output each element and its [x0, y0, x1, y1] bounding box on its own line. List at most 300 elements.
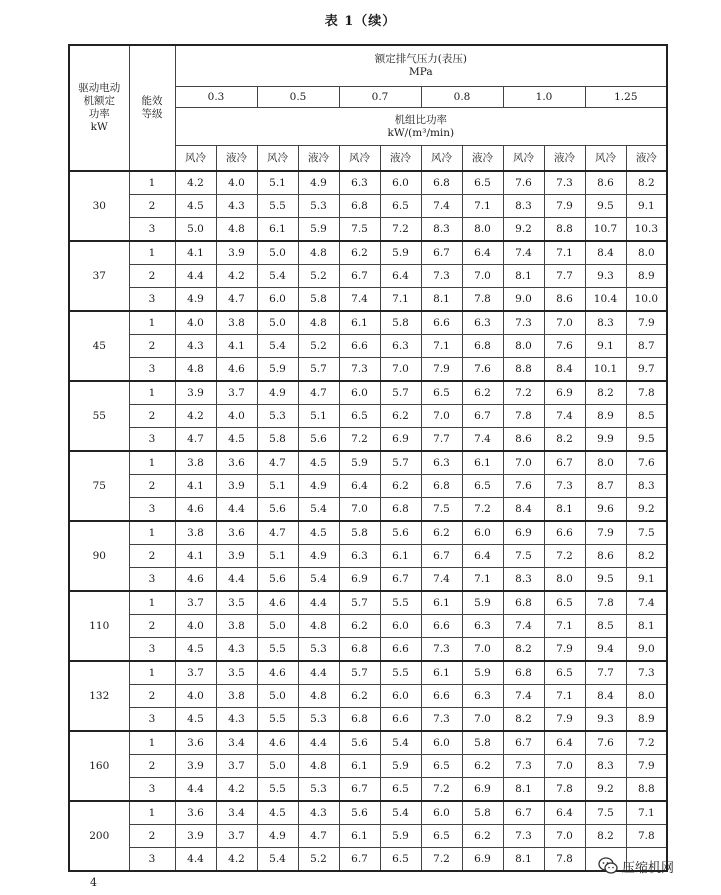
pressure-cell: 0.8 — [421, 87, 503, 108]
value-cell: 4.4 — [175, 265, 216, 288]
value-cell: 5.5 — [257, 778, 298, 802]
value-cell: 5.4 — [380, 731, 421, 755]
value-cell: 6.7 — [380, 568, 421, 592]
value-cell: 7.3 — [421, 265, 462, 288]
value-cell: 5.3 — [298, 638, 339, 662]
value-cell: 7.5 — [585, 801, 626, 825]
value-cell: 4.8 — [298, 311, 339, 335]
value-cell: 7.4 — [503, 241, 544, 265]
value-cell: 5.8 — [257, 428, 298, 452]
value-cell: 4.9 — [298, 545, 339, 568]
value-cell: 3.7 — [216, 825, 257, 848]
table-row — [69, 685, 667, 708]
value-cell: 3.6 — [216, 451, 257, 475]
level-header: 能效 等级 — [129, 45, 175, 171]
cooling-type-cell: 风冷 — [339, 146, 380, 172]
value-cell: 7.4 — [626, 591, 667, 615]
value-cell: 7.8 — [503, 405, 544, 428]
value-cell: 4.7 — [257, 451, 298, 475]
value-cell: 6.6 — [339, 335, 380, 358]
value-cell: 7.3 — [626, 661, 667, 685]
value-cell: 5.4 — [298, 568, 339, 592]
value-cell: 6.1 — [462, 451, 503, 475]
value-cell: 8.1 — [503, 848, 544, 872]
value-cell: 6.1 — [421, 591, 462, 615]
value-cell: 3.5 — [216, 591, 257, 615]
power-cell: 160 — [69, 731, 129, 801]
value-cell: 8.8 — [503, 358, 544, 382]
value-cell: 5.1 — [298, 405, 339, 428]
specific-power-table — [68, 44, 668, 872]
table-row — [69, 265, 667, 288]
table-row — [69, 288, 667, 312]
value-cell: 4.1 — [175, 475, 216, 498]
value-cell: 3.7 — [175, 661, 216, 685]
value-cell: 6.0 — [380, 171, 421, 195]
table-row — [69, 755, 667, 778]
value-cell: 7.1 — [626, 801, 667, 825]
value-cell: 9.0 — [503, 288, 544, 312]
value-cell: 7.0 — [462, 708, 503, 732]
value-cell: 9.7 — [626, 358, 667, 382]
value-cell: 6.5 — [421, 825, 462, 848]
value-cell: 8.3 — [503, 568, 544, 592]
value-cell: 7.5 — [503, 545, 544, 568]
value-cell: 5.6 — [380, 521, 421, 545]
power-cell: 110 — [69, 591, 129, 661]
value-cell: 4.2 — [216, 778, 257, 802]
value-cell: 5.6 — [257, 498, 298, 522]
value-cell: 5.1 — [257, 545, 298, 568]
table-row — [69, 358, 667, 382]
power-cell: 90 — [69, 521, 129, 591]
value-cell: 5.0 — [257, 685, 298, 708]
level-cell: 2 — [129, 195, 175, 218]
value-cell: 9.1 — [585, 335, 626, 358]
value-cell: 7.6 — [585, 731, 626, 755]
value-cell: 9.2 — [626, 498, 667, 522]
value-cell: 8.6 — [503, 428, 544, 452]
value-cell: 5.6 — [257, 568, 298, 592]
value-cell: 8.3 — [503, 195, 544, 218]
value-cell: 8.0 — [585, 451, 626, 475]
value-cell: 6.7 — [462, 405, 503, 428]
cooling-type-cell: 液冷 — [298, 146, 339, 172]
value-cell: 10.7 — [585, 218, 626, 242]
value-cell: 5.8 — [462, 731, 503, 755]
level-cell: 2 — [129, 615, 175, 638]
value-cell: 7.1 — [544, 685, 585, 708]
value-cell: 5.2 — [298, 848, 339, 872]
value-cell: 7.4 — [339, 288, 380, 312]
table-row — [69, 521, 667, 545]
value-cell: 5.0 — [257, 241, 298, 265]
value-cell: 5.1 — [257, 171, 298, 195]
value-cell: 4.5 — [216, 428, 257, 452]
table-row — [69, 731, 667, 755]
value-cell: 7.9 — [544, 638, 585, 662]
value-cell: 6.4 — [462, 545, 503, 568]
power-cell: 55 — [69, 381, 129, 451]
value-cell: 6.1 — [257, 218, 298, 242]
value-cell: 8.0 — [503, 335, 544, 358]
pressure-cell: 1.0 — [503, 87, 585, 108]
value-cell: 7.3 — [421, 708, 462, 732]
level-cell: 1 — [129, 171, 175, 195]
value-cell: 6.2 — [339, 241, 380, 265]
value-cell: 5.9 — [380, 755, 421, 778]
value-cell: 9.1 — [626, 195, 667, 218]
level-cell: 3 — [129, 288, 175, 312]
value-cell: 7.8 — [626, 825, 667, 848]
specific-power-header: 机组比功率 kW/(m³/min) — [175, 108, 667, 146]
value-cell: 7.1 — [421, 335, 462, 358]
value-cell: 6.5 — [421, 755, 462, 778]
value-cell: 3.9 — [175, 825, 216, 848]
value-cell: 10.0 — [626, 288, 667, 312]
value-cell: 10.4 — [585, 288, 626, 312]
value-cell: 3.8 — [216, 615, 257, 638]
value-cell: 8.2 — [626, 545, 667, 568]
value-cell: 4.0 — [216, 405, 257, 428]
value-cell: 8.5 — [585, 615, 626, 638]
cooling-type-cell: 风冷 — [585, 146, 626, 172]
value-cell: 5.9 — [462, 591, 503, 615]
value-cell: 5.8 — [462, 801, 503, 825]
value-cell: 6.9 — [503, 521, 544, 545]
value-cell: 7.8 — [585, 591, 626, 615]
value-cell: 8.4 — [544, 358, 585, 382]
value-cell: 6.0 — [421, 801, 462, 825]
value-cell: 7.9 — [421, 358, 462, 382]
value-cell: 6.9 — [462, 778, 503, 802]
value-cell: 9.0 — [626, 638, 667, 662]
value-cell: 3.4 — [216, 801, 257, 825]
value-cell: 6.6 — [421, 615, 462, 638]
value-cell: 10.3 — [626, 218, 667, 242]
value-cell: 5.5 — [380, 591, 421, 615]
value-cell: 4.1 — [175, 545, 216, 568]
table-row — [69, 171, 667, 195]
value-cell: 6.8 — [503, 661, 544, 685]
table-row — [69, 428, 667, 452]
cooling-type-cell: 液冷 — [216, 146, 257, 172]
power-cell: 30 — [69, 171, 129, 241]
level-cell: 3 — [129, 428, 175, 452]
value-cell: 7.8 — [544, 778, 585, 802]
value-cell: 7.6 — [503, 475, 544, 498]
value-cell: 8.8 — [544, 218, 585, 242]
value-cell: 7.6 — [544, 335, 585, 358]
value-cell: 5.7 — [380, 381, 421, 405]
value-cell: 6.3 — [380, 335, 421, 358]
table-row — [69, 638, 667, 662]
level-cell: 1 — [129, 451, 175, 475]
value-cell: 5.4 — [380, 801, 421, 825]
value-cell: 4.8 — [298, 685, 339, 708]
level-cell: 3 — [129, 358, 175, 382]
value-cell: 4.5 — [257, 801, 298, 825]
value-cell: 4.5 — [175, 638, 216, 662]
level-cell: 2 — [129, 685, 175, 708]
level-cell: 3 — [129, 638, 175, 662]
value-cell: 4.7 — [175, 428, 216, 452]
value-cell: 8.9 — [585, 405, 626, 428]
cooling-type-cell: 液冷 — [380, 146, 421, 172]
value-cell: 6.5 — [462, 171, 503, 195]
value-cell: 6.5 — [544, 591, 585, 615]
value-cell: 8.0 — [626, 685, 667, 708]
value-cell: 6.3 — [421, 451, 462, 475]
value-cell: 8.1 — [626, 615, 667, 638]
level-cell: 3 — [129, 498, 175, 522]
value-cell: 4.7 — [298, 381, 339, 405]
value-cell: 4.4 — [298, 731, 339, 755]
value-cell: 4.2 — [175, 171, 216, 195]
level-cell: 3 — [129, 708, 175, 732]
value-cell: 5.8 — [298, 288, 339, 312]
power-cell: 132 — [69, 661, 129, 731]
level-cell: 1 — [129, 381, 175, 405]
value-cell: 4.2 — [175, 405, 216, 428]
value-cell: 8.4 — [585, 241, 626, 265]
table-row — [69, 475, 667, 498]
value-cell: 9.1 — [626, 568, 667, 592]
level-cell: 1 — [129, 591, 175, 615]
value-cell: 4.8 — [298, 615, 339, 638]
table-row — [69, 708, 667, 732]
value-cell: 5.6 — [339, 801, 380, 825]
value-cell: 6.7 — [339, 778, 380, 802]
value-cell: 8.3 — [585, 311, 626, 335]
value-cell: 7.4 — [544, 405, 585, 428]
value-cell: 3.6 — [175, 731, 216, 755]
value-cell: 5.9 — [380, 241, 421, 265]
value-cell: 5.3 — [298, 778, 339, 802]
value-cell: 6.4 — [339, 475, 380, 498]
power-cell: 75 — [69, 451, 129, 521]
value-cell: 6.2 — [339, 685, 380, 708]
value-cell: 7.0 — [544, 311, 585, 335]
value-cell: 5.8 — [380, 311, 421, 335]
level-cell: 1 — [129, 731, 175, 755]
value-cell: 4.0 — [175, 615, 216, 638]
pressure-cell: 0.5 — [257, 87, 339, 108]
value-cell: 6.4 — [544, 801, 585, 825]
value-cell: 7.0 — [544, 755, 585, 778]
table-row — [69, 381, 667, 405]
table-row — [69, 825, 667, 848]
value-cell: 8.2 — [626, 171, 667, 195]
value-cell: 4.2 — [216, 848, 257, 872]
value-cell: 6.6 — [544, 521, 585, 545]
value-cell: 5.6 — [339, 731, 380, 755]
power-header: 驱动电动 机额定 功率 kW — [69, 45, 129, 171]
value-cell: 6.8 — [339, 638, 380, 662]
value-cell: 3.4 — [216, 731, 257, 755]
value-cell: 4.5 — [298, 451, 339, 475]
value-cell: 8.7 — [626, 335, 667, 358]
value-cell: 7.4 — [462, 428, 503, 452]
value-cell: 7.8 — [544, 848, 585, 872]
value-cell: 4.1 — [175, 241, 216, 265]
value-cell: 6.4 — [380, 265, 421, 288]
value-cell: 4.8 — [298, 241, 339, 265]
value-cell: 4.4 — [298, 661, 339, 685]
value-cell: 7.5 — [339, 218, 380, 242]
value-cell: 6.3 — [462, 615, 503, 638]
value-cell: 7.2 — [421, 778, 462, 802]
value-cell: 4.5 — [298, 521, 339, 545]
value-cell: 4.9 — [257, 381, 298, 405]
value-cell: 8.6 — [585, 171, 626, 195]
value-cell: 3.7 — [175, 591, 216, 615]
pressure-header: 额定排气压力(表压) MPa — [175, 45, 667, 87]
pressure-cell: 1.25 — [585, 87, 667, 108]
table-row — [69, 615, 667, 638]
value-cell: 6.1 — [421, 661, 462, 685]
value-cell: 8.1 — [544, 498, 585, 522]
value-cell: 8.9 — [626, 708, 667, 732]
value-cell: 7.0 — [380, 358, 421, 382]
value-cell: 6.9 — [544, 381, 585, 405]
value-cell: 8.1 — [503, 778, 544, 802]
value-cell: 7.4 — [421, 195, 462, 218]
value-cell: 7.7 — [585, 661, 626, 685]
value-cell: 4.5 — [175, 708, 216, 732]
value-cell: 6.8 — [339, 708, 380, 732]
level-cell: 1 — [129, 311, 175, 335]
value-cell: 6.9 — [462, 848, 503, 872]
value-cell: 5.4 — [257, 848, 298, 872]
value-cell: 7.3 — [503, 311, 544, 335]
power-cell: 37 — [69, 241, 129, 311]
value-cell: 4.4 — [216, 568, 257, 592]
value-cell: 4.6 — [257, 731, 298, 755]
value-cell: 3.9 — [216, 475, 257, 498]
table-row — [69, 591, 667, 615]
value-cell: 7.7 — [421, 428, 462, 452]
level-cell: 2 — [129, 755, 175, 778]
value-cell: 5.5 — [380, 661, 421, 685]
value-cell: 7.3 — [503, 825, 544, 848]
watermark — [598, 855, 716, 877]
value-cell: 7.2 — [503, 381, 544, 405]
value-cell: 5.5 — [257, 708, 298, 732]
value-cell: 6.1 — [339, 311, 380, 335]
level-cell: 3 — [129, 778, 175, 802]
value-cell: 7.4 — [421, 568, 462, 592]
value-cell: 4.4 — [175, 778, 216, 802]
value-cell: 9.2 — [503, 218, 544, 242]
value-cell: 5.0 — [257, 755, 298, 778]
value-cell: 6.0 — [380, 615, 421, 638]
value-cell: 10.1 — [585, 358, 626, 382]
value-cell: 4.0 — [175, 311, 216, 335]
value-cell: 3.7 — [216, 755, 257, 778]
power-cell: 45 — [69, 311, 129, 381]
cooling-type-cell: 风冷 — [175, 146, 216, 172]
level-cell: 2 — [129, 405, 175, 428]
value-cell: 7.0 — [503, 451, 544, 475]
value-cell: 6.9 — [339, 568, 380, 592]
value-cell: 6.3 — [462, 685, 503, 708]
value-cell: 6.0 — [339, 381, 380, 405]
value-cell: 6.8 — [462, 335, 503, 358]
value-cell: 6.3 — [339, 545, 380, 568]
table-row — [69, 195, 667, 218]
value-cell: 4.6 — [257, 591, 298, 615]
table-row — [69, 801, 667, 825]
value-cell: 7.7 — [544, 265, 585, 288]
value-cell: 9.4 — [585, 638, 626, 662]
cooling-type-cell: 液冷 — [626, 146, 667, 172]
value-cell: 7.3 — [544, 475, 585, 498]
value-cell: 4.3 — [216, 708, 257, 732]
value-cell: 7.2 — [339, 428, 380, 452]
value-cell: 4.8 — [175, 358, 216, 382]
value-cell: 6.3 — [462, 311, 503, 335]
value-cell: 6.7 — [421, 241, 462, 265]
pressure-cell: 0.3 — [175, 87, 257, 108]
value-cell: 6.4 — [462, 241, 503, 265]
value-cell: 6.8 — [503, 591, 544, 615]
table-row — [69, 335, 667, 358]
value-cell: 7.0 — [544, 825, 585, 848]
value-cell: 6.0 — [462, 521, 503, 545]
value-cell: 5.9 — [380, 825, 421, 848]
value-cell: 5.2 — [298, 265, 339, 288]
level-cell: 2 — [129, 825, 175, 848]
value-cell: 6.2 — [462, 755, 503, 778]
cooling-type-cell: 风冷 — [257, 146, 298, 172]
level-cell: 1 — [129, 521, 175, 545]
value-cell: 8.4 — [503, 498, 544, 522]
value-cell: 6.2 — [380, 475, 421, 498]
value-cell: 4.6 — [175, 568, 216, 592]
value-cell: 4.8 — [216, 218, 257, 242]
value-cell: 5.1 — [257, 475, 298, 498]
page-number: 4 — [90, 876, 97, 889]
value-cell: 7.4 — [503, 685, 544, 708]
value-cell: 8.2 — [585, 825, 626, 848]
value-cell: 5.9 — [257, 358, 298, 382]
value-cell: 7.2 — [626, 731, 667, 755]
value-cell: 8.2 — [585, 381, 626, 405]
value-cell: 5.6 — [298, 428, 339, 452]
value-cell: 6.3 — [339, 171, 380, 195]
table-title: 表 1（续） — [324, 14, 397, 29]
value-cell: 7.9 — [544, 708, 585, 732]
table-row — [69, 405, 667, 428]
value-cell: 9.3 — [585, 708, 626, 732]
table-row — [69, 311, 667, 335]
value-cell: 9.5 — [585, 568, 626, 592]
value-cell: 6.1 — [339, 825, 380, 848]
value-cell: 6.0 — [380, 685, 421, 708]
value-cell: 3.8 — [175, 521, 216, 545]
value-cell: 5.5 — [257, 638, 298, 662]
value-cell: 5.2 — [298, 335, 339, 358]
value-cell: 6.5 — [339, 405, 380, 428]
value-cell: 8.0 — [626, 241, 667, 265]
value-cell: 5.5 — [257, 195, 298, 218]
table-row — [69, 498, 667, 522]
value-cell: 7.8 — [626, 381, 667, 405]
value-cell: 5.9 — [462, 661, 503, 685]
value-cell: 7.0 — [462, 265, 503, 288]
pressure-cell: 0.7 — [339, 87, 421, 108]
